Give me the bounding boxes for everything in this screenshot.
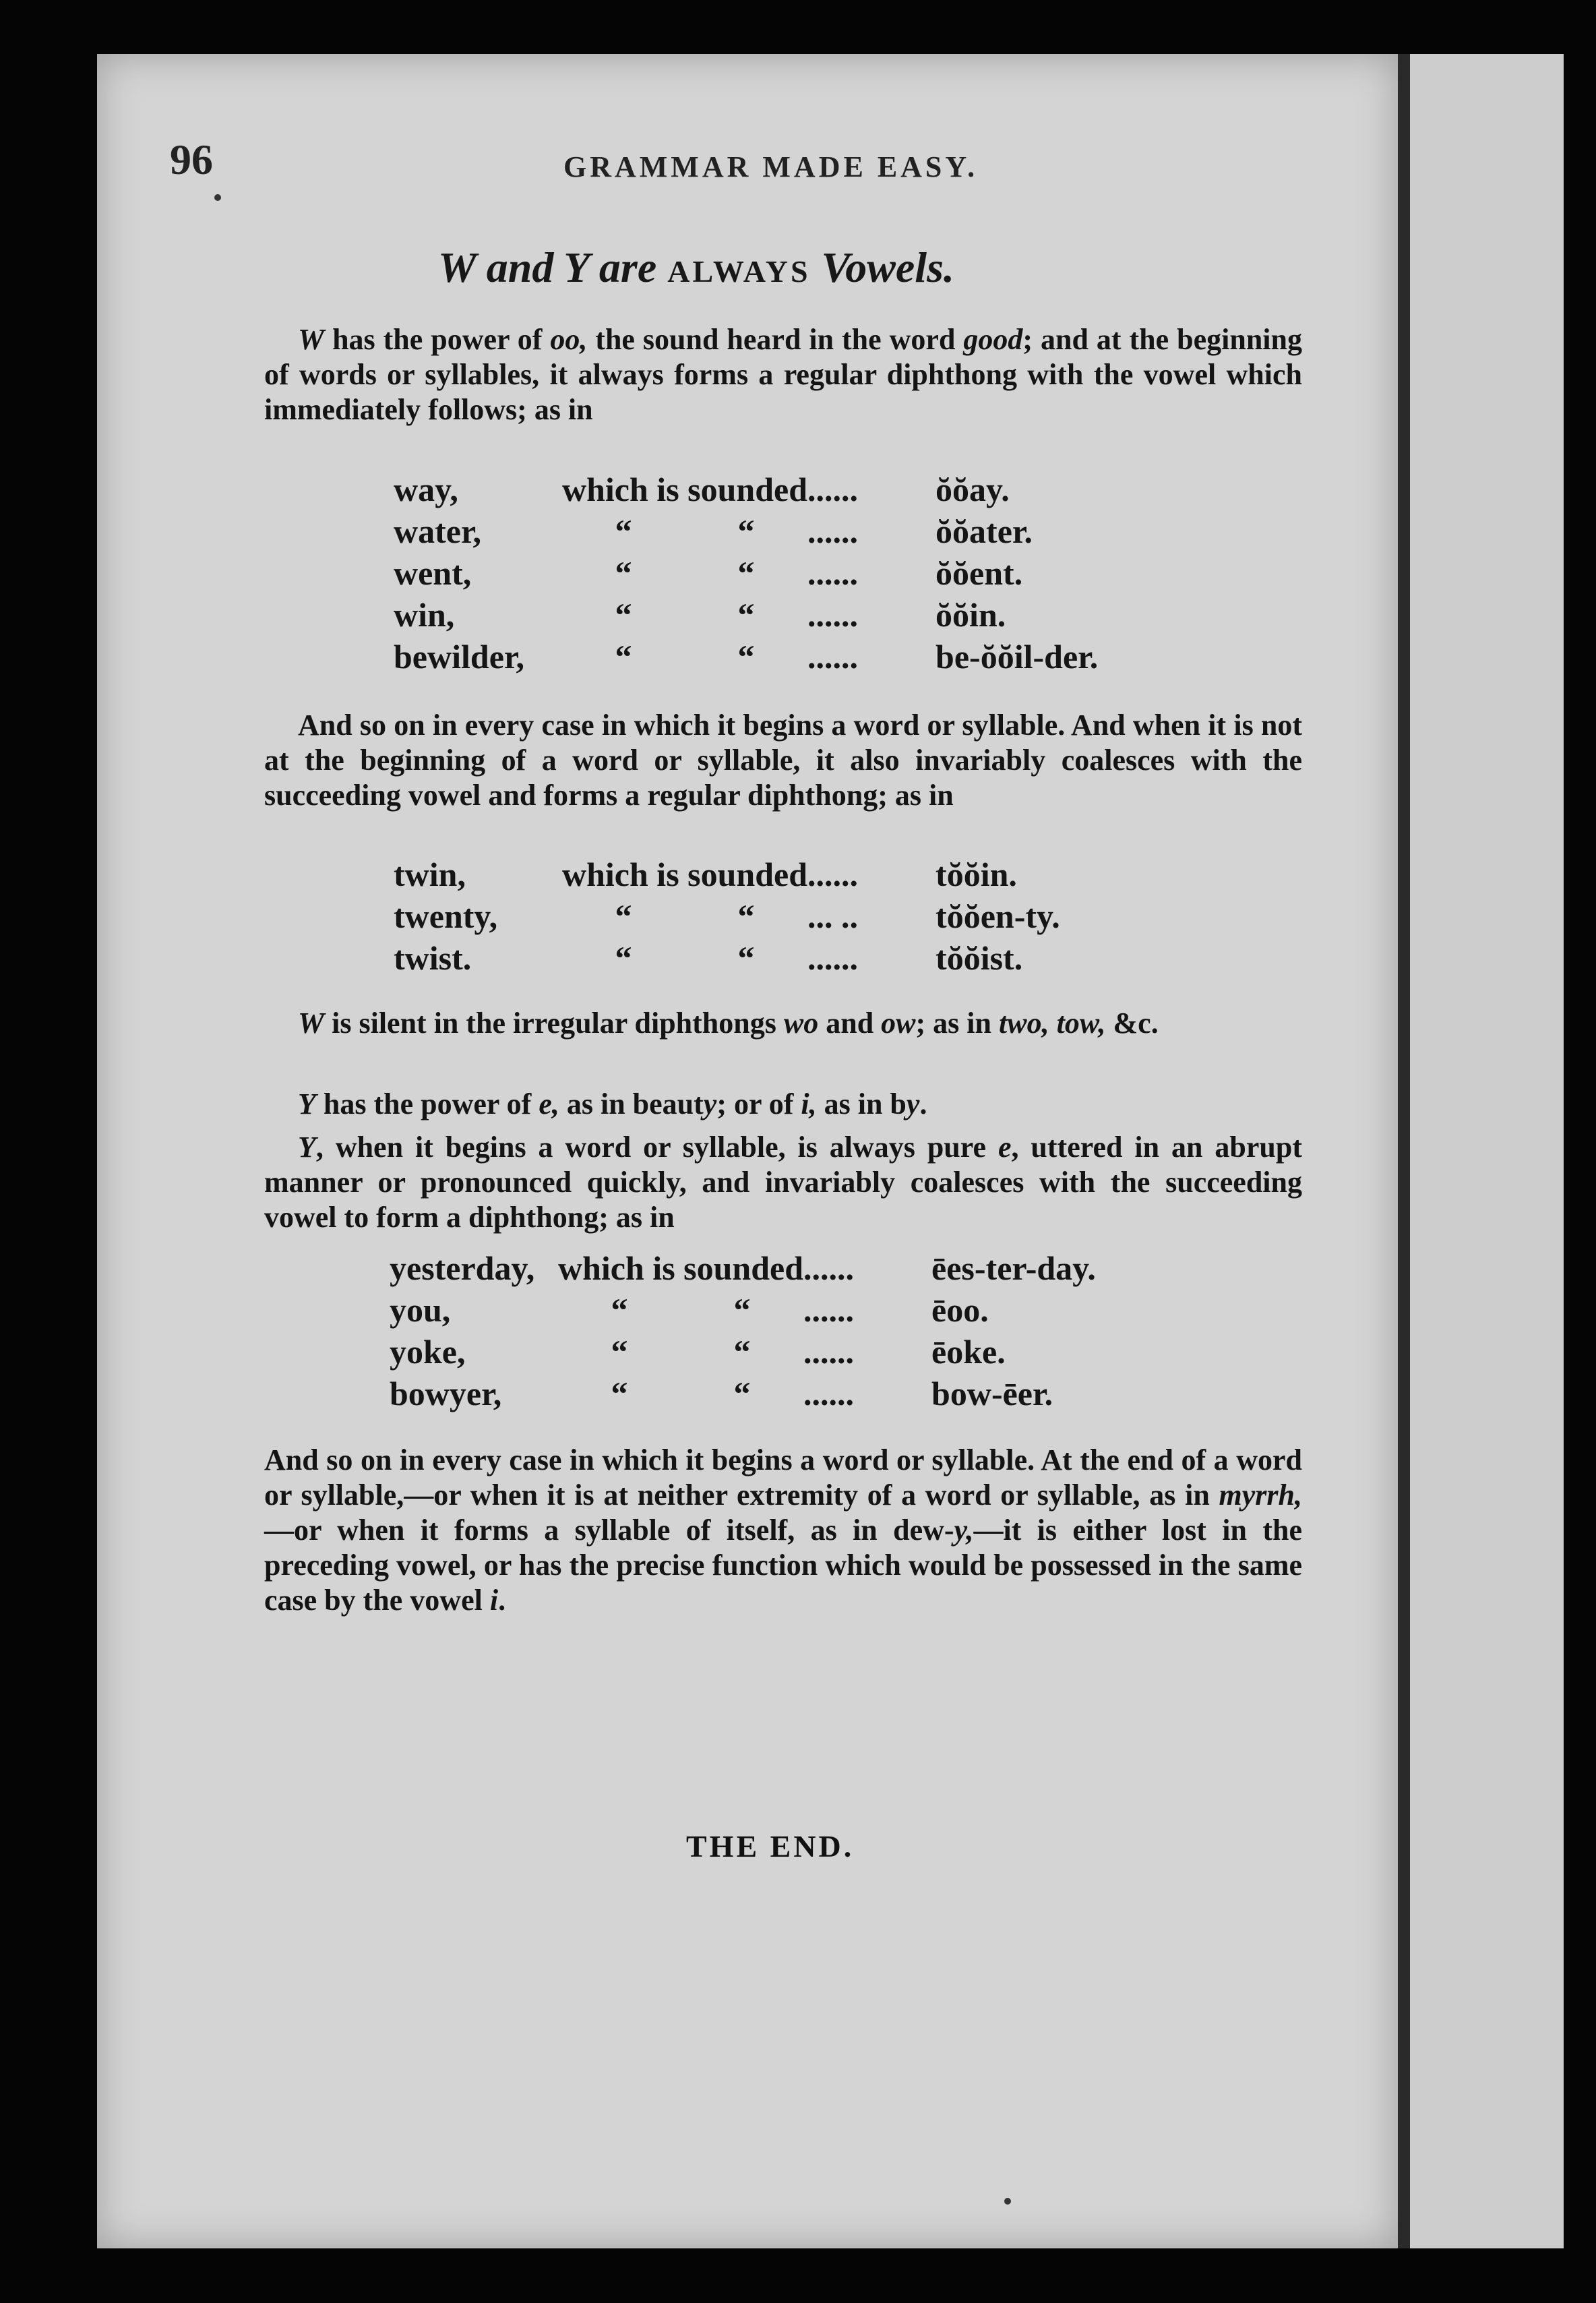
para3-two-tow: two, tow, (999, 1007, 1106, 1040)
letter-w: W (298, 1007, 325, 1040)
sounded-label: “ (611, 1375, 628, 1412)
para4-text-3: ; or of (716, 1087, 801, 1120)
pronunciation: ēoke. (931, 1333, 1006, 1371)
pronunciation: tŏŏin. (935, 856, 1017, 893)
para5-e: e (998, 1131, 1012, 1164)
letter-w: W (298, 323, 325, 356)
para1-oo: oo, (550, 323, 588, 356)
ink-speck (214, 194, 221, 201)
example-row (394, 510, 1098, 552)
sounded-label: which is sounded (562, 856, 808, 893)
leader-dots: ...... (807, 471, 859, 508)
sounded-label: which is sounded (558, 1249, 804, 1287)
example-word: water, (394, 512, 482, 550)
ditto-mark: “ (733, 1333, 751, 1371)
para1-text-1: has the power of (324, 323, 551, 356)
pronunciation: ŏŏin. (935, 596, 1006, 634)
example-row (390, 1331, 1096, 1373)
pronunciation: ēes-ter-day. (931, 1249, 1096, 1287)
leader-dots: ... .. (807, 897, 859, 935)
example-row (394, 594, 1098, 636)
sounded-label: “ (611, 1291, 628, 1329)
para4-text-1: has the power of (315, 1087, 539, 1120)
leader-dots: ...... (803, 1333, 855, 1371)
example-row (394, 552, 1098, 594)
paragraph-w-power (264, 322, 1302, 427)
para5-text-2: , uttered in an abrupt manner or pronounced quickly, and invariably coalesces with the succeeding vowel to form a diphthong; as in (264, 1131, 1302, 1234)
para4-text-2: as in beaut (559, 1087, 704, 1120)
sounded-label: “ (615, 638, 632, 676)
ditto-mark: “ (737, 554, 755, 592)
ditto-mark: “ (733, 1375, 751, 1412)
para3-wo: wo (783, 1007, 819, 1040)
paragraph-y-power (264, 1087, 1302, 1122)
leader-dots: ...... (807, 512, 859, 550)
leader-dots: ...... (803, 1375, 855, 1412)
leader-dots: ...... (807, 856, 859, 893)
sounded-label: “ (611, 1333, 628, 1371)
title-part-3: Vowels. (810, 243, 954, 291)
para6-y: y, (954, 1514, 974, 1547)
ditto-mark: “ (737, 512, 755, 550)
para6-i: i (489, 1584, 499, 1617)
leader-dots: ...... (807, 554, 859, 592)
para4-text-4: as in b (816, 1087, 907, 1120)
ditto-mark: “ (737, 897, 755, 935)
para1-good: good (963, 323, 1023, 356)
example-table-w-initial (394, 469, 1098, 678)
leader-dots: ...... (803, 1249, 855, 1287)
para6-text-1: And so on in every case in which it begins a word or syllable. At the end of a word or syllable,—or when it is at neither extremity of a word or syllable, as in (264, 1443, 1302, 1512)
example-word: yesterday, (390, 1249, 535, 1287)
para4-y-beauty: y (703, 1087, 717, 1120)
the-end-mark: THE END. (686, 1829, 855, 1863)
leader-dots: ...... (807, 596, 859, 634)
pronunciation: tŏŏen-ty. (935, 897, 1060, 935)
title-part-2: ALWAYS (667, 254, 811, 289)
paragraph-w-coalesces: And so on in every case in which it begins a word or syllable. And when it is not at the beginning of a word or syllable, it also invariably coalesces with the succeeding vowel and forms a regular diphthong; as in (264, 709, 1302, 812)
pronunciation: be-ŏŏil-der. (935, 638, 1099, 676)
example-row (390, 1373, 1096, 1414)
para4-e: e, (539, 1087, 559, 1120)
sounded-label: “ (615, 897, 632, 935)
example-row (390, 1247, 1096, 1289)
pronunciation: bow-ēer. (931, 1375, 1053, 1412)
ink-speck (1004, 2198, 1011, 2205)
section-title (438, 243, 954, 293)
para3-text-4: &c. (1105, 1007, 1159, 1040)
paragraph-y-end (264, 1443, 1302, 1618)
para3-text-1: is silent in the irregular diphthongs (324, 1007, 784, 1040)
letter-y: Y (298, 1087, 316, 1120)
leader-dots: ...... (807, 939, 859, 977)
example-row (394, 854, 1060, 895)
para4-i: i, (801, 1087, 817, 1120)
ditto-mark: “ (737, 638, 755, 676)
example-word: twin, (394, 856, 466, 893)
paragraph-w-silent (264, 1006, 1302, 1041)
sounded-label: “ (615, 596, 632, 634)
example-word: bewilder, (394, 638, 524, 676)
running-title: GRAMMAR MADE EASY. (563, 150, 979, 183)
ditto-mark: “ (733, 1291, 751, 1329)
paragraph-y-initial (264, 1130, 1302, 1235)
ditto-mark: “ (737, 596, 755, 634)
example-row (394, 636, 1098, 678)
example-row (394, 895, 1060, 937)
pronunciation: ŏŏent. (935, 554, 1023, 592)
para3-text-2: and (818, 1007, 882, 1040)
page-number: 96 (170, 136, 213, 183)
example-table-w-medial (394, 854, 1060, 979)
sounded-label: “ (615, 554, 632, 592)
para6-myrrh: myrrh, (1219, 1478, 1302, 1512)
para1-text-2: the sound heard in the word (587, 323, 964, 356)
facing-page-edge (1410, 54, 1564, 2248)
example-row (394, 937, 1060, 979)
example-word: bowyer, (390, 1375, 502, 1412)
sounded-label: “ (615, 939, 632, 977)
example-word: way, (394, 471, 458, 508)
example-word: went, (394, 554, 472, 592)
para4-text-5: . (919, 1087, 927, 1120)
sounded-label: which is sounded (562, 471, 808, 508)
example-word: win, (394, 596, 455, 634)
leader-dots: ...... (807, 638, 859, 676)
example-word: yoke, (390, 1333, 466, 1371)
leader-dots: ...... (803, 1291, 855, 1329)
pronunciation: ŏŏater. (935, 512, 1033, 550)
para3-text-3: ; as in (915, 1007, 1000, 1040)
para6-text-4: . (498, 1584, 506, 1617)
para6-text-2: —or when it forms a syllable of itself, as in dew- (264, 1514, 954, 1547)
sounded-label: “ (615, 512, 632, 550)
para1-text-3: ; and at the beginning of words or syllables, it always forms a regular diphthong with the vowel which immediately follows; as in (264, 323, 1302, 426)
para6-text-3: —it is either lost in the preceding vowel, or has the precise function which would be possessed in the same case by the vowel (264, 1514, 1302, 1617)
example-row (390, 1289, 1096, 1331)
pronunciation: ēoo. (931, 1291, 989, 1329)
ditto-mark: “ (737, 939, 755, 977)
para4-y-by: y (906, 1087, 920, 1120)
example-word: twenty, (394, 897, 498, 935)
letter-y: Y (298, 1131, 316, 1164)
para3-ow: ow (881, 1007, 916, 1040)
example-table-y-initial (390, 1247, 1096, 1414)
example-row (394, 469, 1098, 510)
pronunciation: tŏŏist. (935, 939, 1023, 977)
pronunciation: ŏŏay. (935, 471, 1010, 508)
para5-text-1: , when it begins a word or syllable, is always pure (315, 1131, 998, 1164)
example-word: twist. (394, 939, 472, 977)
example-word: you, (390, 1291, 451, 1329)
book-gutter (1398, 54, 1410, 2248)
title-part-1: W and Y are (438, 243, 668, 291)
